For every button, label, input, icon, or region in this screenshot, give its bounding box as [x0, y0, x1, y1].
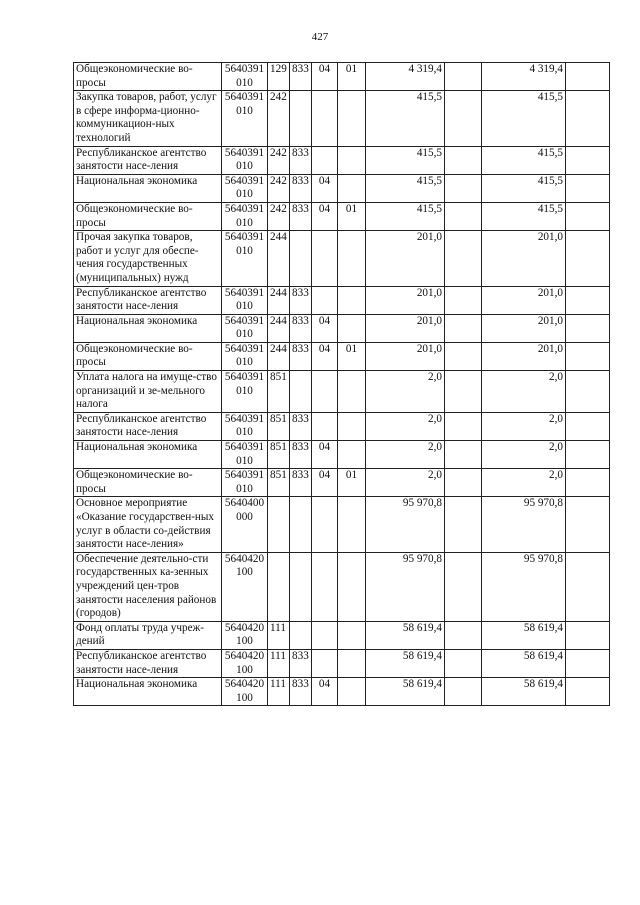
- item-name: Общеэкономические во-просы: [74, 342, 222, 370]
- subsection-code: 01: [338, 202, 366, 230]
- subsection-code: [338, 497, 366, 552]
- amount-2: 2,0: [482, 469, 566, 497]
- subsection-code: [338, 371, 366, 413]
- amount-1: 2,0: [366, 469, 445, 497]
- amount-1: 415,5: [366, 146, 445, 174]
- empty-cell: [566, 678, 610, 706]
- amount-2: 201,0: [482, 314, 566, 342]
- empty-cell: [566, 441, 610, 469]
- expense-type: 244: [268, 342, 290, 370]
- subsection-code: 01: [338, 342, 366, 370]
- section-code: [312, 497, 338, 552]
- admin-code: 833: [290, 146, 312, 174]
- admin-code: [290, 497, 312, 552]
- empty-cell: [566, 174, 610, 202]
- empty-cell: [566, 342, 610, 370]
- empty-cell: [566, 497, 610, 552]
- table-body: [74, 63, 610, 706]
- admin-code: 833: [290, 678, 312, 706]
- empty-cell: [566, 146, 610, 174]
- subsection-code: 01: [338, 469, 366, 497]
- empty-cell: [445, 63, 482, 91]
- empty-cell: [445, 202, 482, 230]
- empty-cell: [566, 314, 610, 342]
- section-code: 04: [312, 678, 338, 706]
- amount-2: 201,0: [482, 231, 566, 286]
- empty-cell: [566, 371, 610, 413]
- item-name: Национальная экономика: [74, 314, 222, 342]
- expense-type: 851: [268, 371, 290, 413]
- table-row: [74, 91, 610, 146]
- subsection-code: [338, 231, 366, 286]
- subsection-code: [338, 146, 366, 174]
- empty-cell: [445, 371, 482, 413]
- expense-type: 244: [268, 231, 290, 286]
- admin-code: 833: [290, 174, 312, 202]
- table-row: [74, 231, 610, 286]
- budget-table: [73, 62, 610, 706]
- amount-1: 95 970,8: [366, 552, 445, 621]
- empty-cell: [566, 63, 610, 91]
- target-code: 5640391010: [222, 231, 268, 286]
- target-code: 5640400000: [222, 497, 268, 552]
- admin-code: [290, 231, 312, 286]
- subsection-code: [338, 91, 366, 146]
- page-number: 427: [311, 31, 329, 43]
- empty-cell: [445, 497, 482, 552]
- amount-1: 415,5: [366, 174, 445, 202]
- admin-code: 833: [290, 314, 312, 342]
- subsection-code: [338, 678, 366, 706]
- empty-cell: [445, 678, 482, 706]
- admin-code: 833: [290, 412, 312, 440]
- target-code: 5640420100: [222, 621, 268, 649]
- section-code: 04: [312, 63, 338, 91]
- item-name: Уплата налога на имуще-ство организаций и зе-мельного налога: [74, 371, 222, 413]
- amount-1: 58 619,4: [366, 649, 445, 677]
- admin-code: 833: [290, 63, 312, 91]
- admin-code: 833: [290, 286, 312, 314]
- table-row: [74, 342, 610, 370]
- amount-2: 201,0: [482, 286, 566, 314]
- target-code: 5640391010: [222, 286, 268, 314]
- expense-type: 242: [268, 91, 290, 146]
- section-code: [312, 231, 338, 286]
- amount-1: 2,0: [366, 441, 445, 469]
- section-code: 04: [312, 202, 338, 230]
- section-code: [312, 621, 338, 649]
- target-code: 5640391010: [222, 441, 268, 469]
- empty-cell: [445, 286, 482, 314]
- table-row: [74, 63, 610, 91]
- empty-cell: [445, 91, 482, 146]
- amount-1: 58 619,4: [366, 621, 445, 649]
- target-code: 5640420100: [222, 649, 268, 677]
- table-row: [74, 441, 610, 469]
- expense-type: [268, 497, 290, 552]
- target-code: 5640391010: [222, 371, 268, 413]
- empty-cell: [566, 231, 610, 286]
- table-row: [74, 678, 610, 706]
- amount-2: 415,5: [482, 174, 566, 202]
- target-code: 5640391010: [222, 146, 268, 174]
- item-name: Национальная экономика: [74, 174, 222, 202]
- empty-cell: [566, 412, 610, 440]
- empty-cell: [445, 649, 482, 677]
- amount-1: 2,0: [366, 371, 445, 413]
- amount-2: 415,5: [482, 146, 566, 174]
- admin-code: [290, 552, 312, 621]
- amount-1: 58 619,4: [366, 678, 445, 706]
- subsection-code: [338, 649, 366, 677]
- section-code: [312, 146, 338, 174]
- expense-type: 244: [268, 286, 290, 314]
- section-code: [312, 371, 338, 413]
- target-code: 5640391010: [222, 314, 268, 342]
- subsection-code: [338, 621, 366, 649]
- expense-type: 851: [268, 469, 290, 497]
- table-row: [74, 174, 610, 202]
- empty-cell: [566, 552, 610, 621]
- section-code: [312, 286, 338, 314]
- empty-cell: [566, 469, 610, 497]
- empty-cell: [445, 469, 482, 497]
- section-code: [312, 412, 338, 440]
- amount-1: 415,5: [366, 91, 445, 146]
- amount-2: 2,0: [482, 371, 566, 413]
- table-row: [74, 621, 610, 649]
- expense-type: 242: [268, 174, 290, 202]
- expense-type: 242: [268, 202, 290, 230]
- amount-2: 415,5: [482, 91, 566, 146]
- target-code: 5640391010: [222, 412, 268, 440]
- admin-code: 833: [290, 342, 312, 370]
- empty-cell: [445, 314, 482, 342]
- subsection-code: 01: [338, 63, 366, 91]
- empty-cell: [445, 231, 482, 286]
- table-row: [74, 552, 610, 621]
- admin-code: 833: [290, 469, 312, 497]
- admin-code: 833: [290, 649, 312, 677]
- section-code: 04: [312, 469, 338, 497]
- expense-type: [268, 552, 290, 621]
- amount-1: 2,0: [366, 412, 445, 440]
- target-code: 5640391010: [222, 91, 268, 146]
- expense-type: 244: [268, 314, 290, 342]
- table-row: [74, 469, 610, 497]
- empty-cell: [445, 552, 482, 621]
- amount-1: 415,5: [366, 202, 445, 230]
- empty-cell: [445, 174, 482, 202]
- empty-cell: [566, 649, 610, 677]
- item-name: Прочая закупка товаров, работ и услуг для обеспе-чения государственных (муниципальных) нужд: [74, 231, 222, 286]
- empty-cell: [566, 286, 610, 314]
- target-code: 5640391010: [222, 202, 268, 230]
- expense-type: 851: [268, 441, 290, 469]
- section-code: [312, 552, 338, 621]
- empty-cell: [566, 202, 610, 230]
- item-name: Национальная экономика: [74, 441, 222, 469]
- table-row: [74, 497, 610, 552]
- section-code: 04: [312, 441, 338, 469]
- item-name: Общеэкономические во-просы: [74, 63, 222, 91]
- amount-2: 95 970,8: [482, 552, 566, 621]
- amount-1: 201,0: [366, 286, 445, 314]
- expense-type: 111: [268, 678, 290, 706]
- section-code: 04: [312, 342, 338, 370]
- amount-2: 2,0: [482, 412, 566, 440]
- section-code: [312, 649, 338, 677]
- subsection-code: [338, 552, 366, 621]
- section-code: [312, 91, 338, 146]
- target-code: 5640391010: [222, 342, 268, 370]
- subsection-code: [338, 286, 366, 314]
- subsection-code: [338, 314, 366, 342]
- expense-type: 129: [268, 63, 290, 91]
- item-name: Национальная экономика: [74, 678, 222, 706]
- amount-2: 201,0: [482, 342, 566, 370]
- empty-cell: [445, 146, 482, 174]
- amount-2: 58 619,4: [482, 678, 566, 706]
- table-row: [74, 202, 610, 230]
- section-code: 04: [312, 314, 338, 342]
- item-name: Республиканское агентство занятости насе-ления: [74, 412, 222, 440]
- expense-type: 111: [268, 649, 290, 677]
- amount-1: 95 970,8: [366, 497, 445, 552]
- item-name: Республиканское агентство занятости насе-ления: [74, 286, 222, 314]
- admin-code: [290, 621, 312, 649]
- table-row: [74, 412, 610, 440]
- target-code: 5640391010: [222, 174, 268, 202]
- empty-cell: [566, 621, 610, 649]
- amount-2: 58 619,4: [482, 621, 566, 649]
- table-row: [74, 286, 610, 314]
- item-name: Республиканское агентство занятости насе-ления: [74, 146, 222, 174]
- table-row: [74, 146, 610, 174]
- amount-1: 4 319,4: [366, 63, 445, 91]
- empty-cell: [445, 441, 482, 469]
- admin-code: [290, 91, 312, 146]
- admin-code: 833: [290, 202, 312, 230]
- amount-2: 58 619,4: [482, 649, 566, 677]
- empty-cell: [566, 91, 610, 146]
- subsection-code: [338, 174, 366, 202]
- admin-code: 833: [290, 441, 312, 469]
- item-name: Фонд оплаты труда учреж-дений: [74, 621, 222, 649]
- amount-2: 4 319,4: [482, 63, 566, 91]
- amount-2: 95 970,8: [482, 497, 566, 552]
- item-name: Республиканское агентство занятости насе-ления: [74, 649, 222, 677]
- amount-2: 415,5: [482, 202, 566, 230]
- section-code: 04: [312, 174, 338, 202]
- empty-cell: [445, 621, 482, 649]
- subsection-code: [338, 441, 366, 469]
- item-name: Общеэкономические во-просы: [74, 469, 222, 497]
- amount-2: 2,0: [482, 441, 566, 469]
- target-code: 5640420100: [222, 678, 268, 706]
- admin-code: [290, 371, 312, 413]
- item-name: Закупка товаров, работ, услуг в сфере информа-ционно-коммуникацион-ных технологий: [74, 91, 222, 146]
- amount-1: 201,0: [366, 342, 445, 370]
- subsection-code: [338, 412, 366, 440]
- item-name: Общеэкономические во-просы: [74, 202, 222, 230]
- expense-type: 851: [268, 412, 290, 440]
- target-code: 5640420100: [222, 552, 268, 621]
- table-row: [74, 314, 610, 342]
- amount-1: 201,0: [366, 231, 445, 286]
- table-row: [74, 371, 610, 413]
- target-code: 5640391010: [222, 469, 268, 497]
- item-name: Основное мероприятие «Оказание государствен-ных услуг в области со-действия занятости насе-ления»: [74, 497, 222, 552]
- empty-cell: [445, 342, 482, 370]
- item-name: Обеспечение деятельно-сти государственных ка-зенных учреждений цен-тров занятости населения районов (городов): [74, 552, 222, 621]
- expense-type: 242: [268, 146, 290, 174]
- table-row: [74, 649, 610, 677]
- amount-1: 201,0: [366, 314, 445, 342]
- expense-type: 111: [268, 621, 290, 649]
- target-code: 5640391010: [222, 63, 268, 91]
- empty-cell: [445, 412, 482, 440]
